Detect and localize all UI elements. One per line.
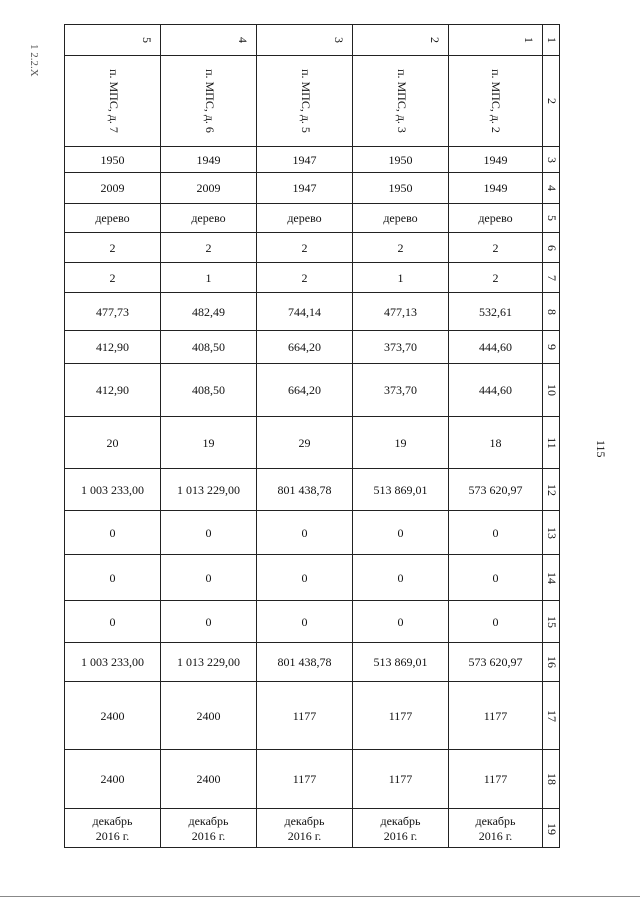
cell-text: п. МПС, д. 7 xyxy=(107,69,122,133)
table-cell xyxy=(448,510,542,554)
cell-text: 13 xyxy=(544,526,559,539)
column-number-cell xyxy=(542,146,560,172)
table-cell xyxy=(160,681,256,749)
cell-text: 801 438,78 xyxy=(277,655,332,669)
cell-text: 408,50 xyxy=(192,383,225,397)
table-cell xyxy=(256,554,352,600)
table-cell xyxy=(160,554,256,600)
cell-text: 1 013 229,00 xyxy=(177,655,240,669)
cell-text: 1 xyxy=(522,37,536,43)
table-cell xyxy=(160,146,256,172)
cell-text: 0 xyxy=(492,570,499,585)
cell-text: 1947 xyxy=(292,181,317,195)
table-cell xyxy=(448,172,542,203)
cell-text: 0 xyxy=(492,525,499,540)
address-cell xyxy=(256,55,352,146)
cell-text: декабрь 2016 г. xyxy=(380,813,421,843)
table-cell xyxy=(256,681,352,749)
table-cell xyxy=(448,808,542,848)
table-cell xyxy=(160,510,256,554)
table-cell xyxy=(448,416,542,468)
table-cell xyxy=(352,232,448,262)
table-cell xyxy=(352,642,448,681)
cell-text: 373,70 xyxy=(384,340,417,354)
cell-text: 8 xyxy=(544,308,559,315)
address-cell xyxy=(64,55,160,146)
cell-text: 1950 xyxy=(388,152,413,167)
cell-text: 2 xyxy=(492,270,499,285)
cell-text: 18 xyxy=(544,773,559,785)
table-cell xyxy=(160,468,256,510)
cell-text: 0 xyxy=(205,570,212,585)
table-cell xyxy=(160,262,256,292)
table-cell xyxy=(64,468,160,510)
table-cell xyxy=(64,203,160,232)
cell-text: 1949 xyxy=(483,152,508,167)
cell-text: 1177 xyxy=(483,772,508,786)
cell-text: 11 xyxy=(544,436,559,449)
table-cell xyxy=(256,232,352,262)
cell-text: 477,73 xyxy=(96,304,129,319)
table-cell xyxy=(352,172,448,203)
cell-text: 5 xyxy=(544,215,559,221)
cell-text: 482,49 xyxy=(192,304,225,319)
cell-text: 1947 xyxy=(292,152,317,167)
cell-text: 0 xyxy=(492,614,499,629)
column-number-cell xyxy=(542,642,560,681)
table-cell xyxy=(64,172,160,203)
column-number-cell xyxy=(542,292,560,330)
cell-text: 1949 xyxy=(483,181,508,195)
address-cell xyxy=(448,55,542,146)
cell-text: дерево xyxy=(383,211,418,225)
table-cell xyxy=(352,416,448,468)
cell-text: 573 620,97 xyxy=(468,655,523,669)
cell-text: 2 xyxy=(397,240,404,255)
table-cell xyxy=(160,292,256,330)
table-cell xyxy=(448,749,542,808)
cell-text: п. МПС, д. 2 xyxy=(489,69,504,133)
table-cell xyxy=(448,330,542,363)
table-cell xyxy=(352,808,448,848)
cell-text: 2400 xyxy=(196,708,221,723)
table-cell xyxy=(352,749,448,808)
table-cell xyxy=(352,681,448,749)
header-number-cell xyxy=(256,24,352,55)
cell-text: 664,20 xyxy=(288,340,321,354)
cell-text: 373,70 xyxy=(384,383,417,397)
table-cell xyxy=(64,363,160,416)
cell-text: 2 xyxy=(492,240,499,255)
bottom-rule xyxy=(0,896,640,897)
table-cell xyxy=(160,232,256,262)
cell-text: 6 xyxy=(544,244,559,251)
cell-text: 12 xyxy=(544,483,559,496)
cell-text: 1177 xyxy=(388,772,413,786)
table-cell xyxy=(64,330,160,363)
cell-text: 2 xyxy=(109,240,116,255)
cell-text: 3 xyxy=(332,37,346,43)
cell-text: 744,14 xyxy=(288,304,321,319)
table-cell xyxy=(448,203,542,232)
cell-text: 2 xyxy=(301,240,308,255)
table-cell xyxy=(64,416,160,468)
column-number-cell xyxy=(542,510,560,554)
cell-text: 444,60 xyxy=(479,383,512,397)
cell-text: 412,90 xyxy=(96,340,129,354)
header-number-cell xyxy=(64,24,160,55)
table-cell xyxy=(160,330,256,363)
cell-text: 1949 xyxy=(196,152,221,167)
table-cell xyxy=(256,468,352,510)
cell-text: 2400 xyxy=(100,772,125,786)
table-cell xyxy=(256,600,352,642)
cell-text: 532,61 xyxy=(479,304,512,319)
cell-text: 5 xyxy=(140,37,154,43)
cell-text: 19 xyxy=(202,435,215,450)
cell-text: 1 xyxy=(205,270,212,285)
table-cell xyxy=(256,262,352,292)
cell-text: 10 xyxy=(544,384,559,396)
cell-text: дерево xyxy=(191,211,226,225)
table-cell xyxy=(352,146,448,172)
table-cell xyxy=(448,292,542,330)
table-cell xyxy=(448,642,542,681)
cell-text: декабрь 2016 г. xyxy=(475,813,516,843)
table-cell xyxy=(256,749,352,808)
cell-text: 0 xyxy=(301,525,308,540)
table-cell xyxy=(256,642,352,681)
table-cell xyxy=(64,232,160,262)
table-cell xyxy=(256,330,352,363)
table-cell xyxy=(352,363,448,416)
cell-text: п. МПС, д. 5 xyxy=(299,69,314,133)
table-cell xyxy=(160,203,256,232)
cell-text: 1 013 229,00 xyxy=(177,482,240,497)
cell-text: 20 xyxy=(106,435,119,450)
table-cell xyxy=(448,232,542,262)
cell-text: 1177 xyxy=(292,708,317,723)
cell-text: декабрь 2016 г. xyxy=(188,813,229,843)
cell-text: 19 xyxy=(394,435,407,450)
table-cell xyxy=(256,416,352,468)
table-cell xyxy=(160,808,256,848)
table-cell xyxy=(160,172,256,203)
table-cell xyxy=(64,292,160,330)
table-cell xyxy=(256,203,352,232)
header-number-cell xyxy=(160,24,256,55)
cell-text: 444,60 xyxy=(479,340,512,354)
table-cell xyxy=(256,146,352,172)
cell-text: 0 xyxy=(301,614,308,629)
cell-text: п. МПС, д. 3 xyxy=(395,69,410,133)
column-number-cell xyxy=(542,330,560,363)
cell-text: 664,20 xyxy=(288,383,321,397)
table-cell xyxy=(448,262,542,292)
cell-text: 2 xyxy=(205,240,212,255)
table-cell xyxy=(352,468,448,510)
cell-text: 1177 xyxy=(388,708,413,723)
cell-text: 1 xyxy=(397,270,404,285)
cell-text: п. МПС, д. 6 xyxy=(203,69,218,133)
cell-text: 0 xyxy=(205,525,212,540)
cell-text: 14 xyxy=(544,571,559,584)
table-cell xyxy=(448,681,542,749)
cell-text: 9 xyxy=(544,344,559,350)
cell-text: 0 xyxy=(109,614,116,629)
table-cell xyxy=(352,554,448,600)
cell-text: 1 003 233,00 xyxy=(81,482,144,497)
column-number-cell xyxy=(542,808,560,848)
cell-text: 1950 xyxy=(388,181,413,195)
column-number-cell xyxy=(542,468,560,510)
cell-text: 0 xyxy=(397,570,404,585)
cell-text: 2009 xyxy=(100,181,125,195)
cell-text: 0 xyxy=(301,570,308,585)
cell-text: 2009 xyxy=(196,181,221,195)
table-cell xyxy=(256,510,352,554)
table-cell xyxy=(64,749,160,808)
cell-text: 801 438,78 xyxy=(277,482,332,497)
cell-text: 412,90 xyxy=(96,383,129,397)
cell-text: декабрь 2016 г. xyxy=(92,813,133,843)
table-cell xyxy=(448,554,542,600)
corner-stamp: 1 2.2.X xyxy=(28,44,40,77)
cell-text: 0 xyxy=(397,525,404,540)
table-cell xyxy=(352,330,448,363)
table-cell xyxy=(64,146,160,172)
table-cell xyxy=(64,262,160,292)
table-cell xyxy=(64,510,160,554)
table-cell xyxy=(352,510,448,554)
cell-text: 2 xyxy=(109,270,116,285)
table-cell xyxy=(352,292,448,330)
table-cell xyxy=(448,468,542,510)
cell-text: 0 xyxy=(397,614,404,629)
column-number-cell xyxy=(542,363,560,416)
column-number-cell xyxy=(542,24,560,55)
cell-text: 0 xyxy=(205,614,212,629)
column-number-cell xyxy=(542,749,560,808)
table-cell xyxy=(256,363,352,416)
cell-text: 0 xyxy=(109,570,116,585)
cell-text: 513 869,01 xyxy=(373,482,428,497)
cell-text: 2400 xyxy=(196,772,221,786)
column-number-cell xyxy=(542,203,560,232)
cell-text: 17 xyxy=(544,709,559,722)
column-number-cell xyxy=(542,681,560,749)
table-cell xyxy=(448,600,542,642)
cell-text: дерево xyxy=(95,211,130,225)
cell-text: 513 869,01 xyxy=(373,655,428,669)
cell-text: 573 620,97 xyxy=(468,482,523,497)
table-cell xyxy=(64,554,160,600)
cell-text: 0 xyxy=(109,525,116,540)
cell-text: 1177 xyxy=(292,772,317,786)
table-cell xyxy=(160,600,256,642)
table-cell xyxy=(352,600,448,642)
cell-text: 3 xyxy=(544,156,559,163)
cell-text: 1177 xyxy=(483,708,508,723)
cell-text: 15 xyxy=(544,615,559,628)
cell-text: дерево xyxy=(287,211,322,225)
table-cell xyxy=(448,363,542,416)
cell-text: 29 xyxy=(298,435,311,450)
column-number-cell xyxy=(542,232,560,262)
cell-text: 1950 xyxy=(100,152,125,167)
cell-text: 2 xyxy=(544,98,559,104)
table-cell xyxy=(160,416,256,468)
cell-text: дерево xyxy=(478,211,513,225)
table-cell xyxy=(64,600,160,642)
cell-text: 408,50 xyxy=(192,340,225,354)
cell-text: 7 xyxy=(544,274,559,281)
cell-text: 16 xyxy=(544,656,559,668)
table-cell xyxy=(160,642,256,681)
table-cell xyxy=(160,363,256,416)
table-cell xyxy=(352,203,448,232)
cell-text: 477,13 xyxy=(384,304,417,319)
cell-text: 1 xyxy=(544,37,559,43)
table-cell xyxy=(64,808,160,848)
header-number-cell xyxy=(448,24,542,55)
column-number-cell xyxy=(542,554,560,600)
cell-text: 2 xyxy=(428,37,442,43)
column-number-cell xyxy=(542,172,560,203)
column-number-cell xyxy=(542,55,560,146)
table-cell xyxy=(256,292,352,330)
cell-text: 4 xyxy=(236,37,250,43)
table-cell xyxy=(448,146,542,172)
cell-text: 1 003 233,00 xyxy=(81,655,144,669)
cell-text: 4 xyxy=(544,185,559,191)
table-cell xyxy=(256,172,352,203)
address-cell xyxy=(160,55,256,146)
table-cell xyxy=(160,749,256,808)
column-number-cell xyxy=(542,262,560,292)
cell-text: 19 xyxy=(544,822,559,835)
column-number-cell xyxy=(542,416,560,468)
cell-text: 2400 xyxy=(100,708,125,723)
table-cell xyxy=(64,642,160,681)
table-cell xyxy=(352,262,448,292)
table-cell xyxy=(256,808,352,848)
header-number-cell xyxy=(352,24,448,55)
column-number-cell xyxy=(542,600,560,642)
cell-text: 2 xyxy=(301,270,308,285)
page-number: 115 xyxy=(594,440,608,458)
cell-text: 18 xyxy=(489,435,502,450)
table-cell xyxy=(64,681,160,749)
address-cell xyxy=(352,55,448,146)
cell-text: декабрь 2016 г. xyxy=(284,813,325,843)
